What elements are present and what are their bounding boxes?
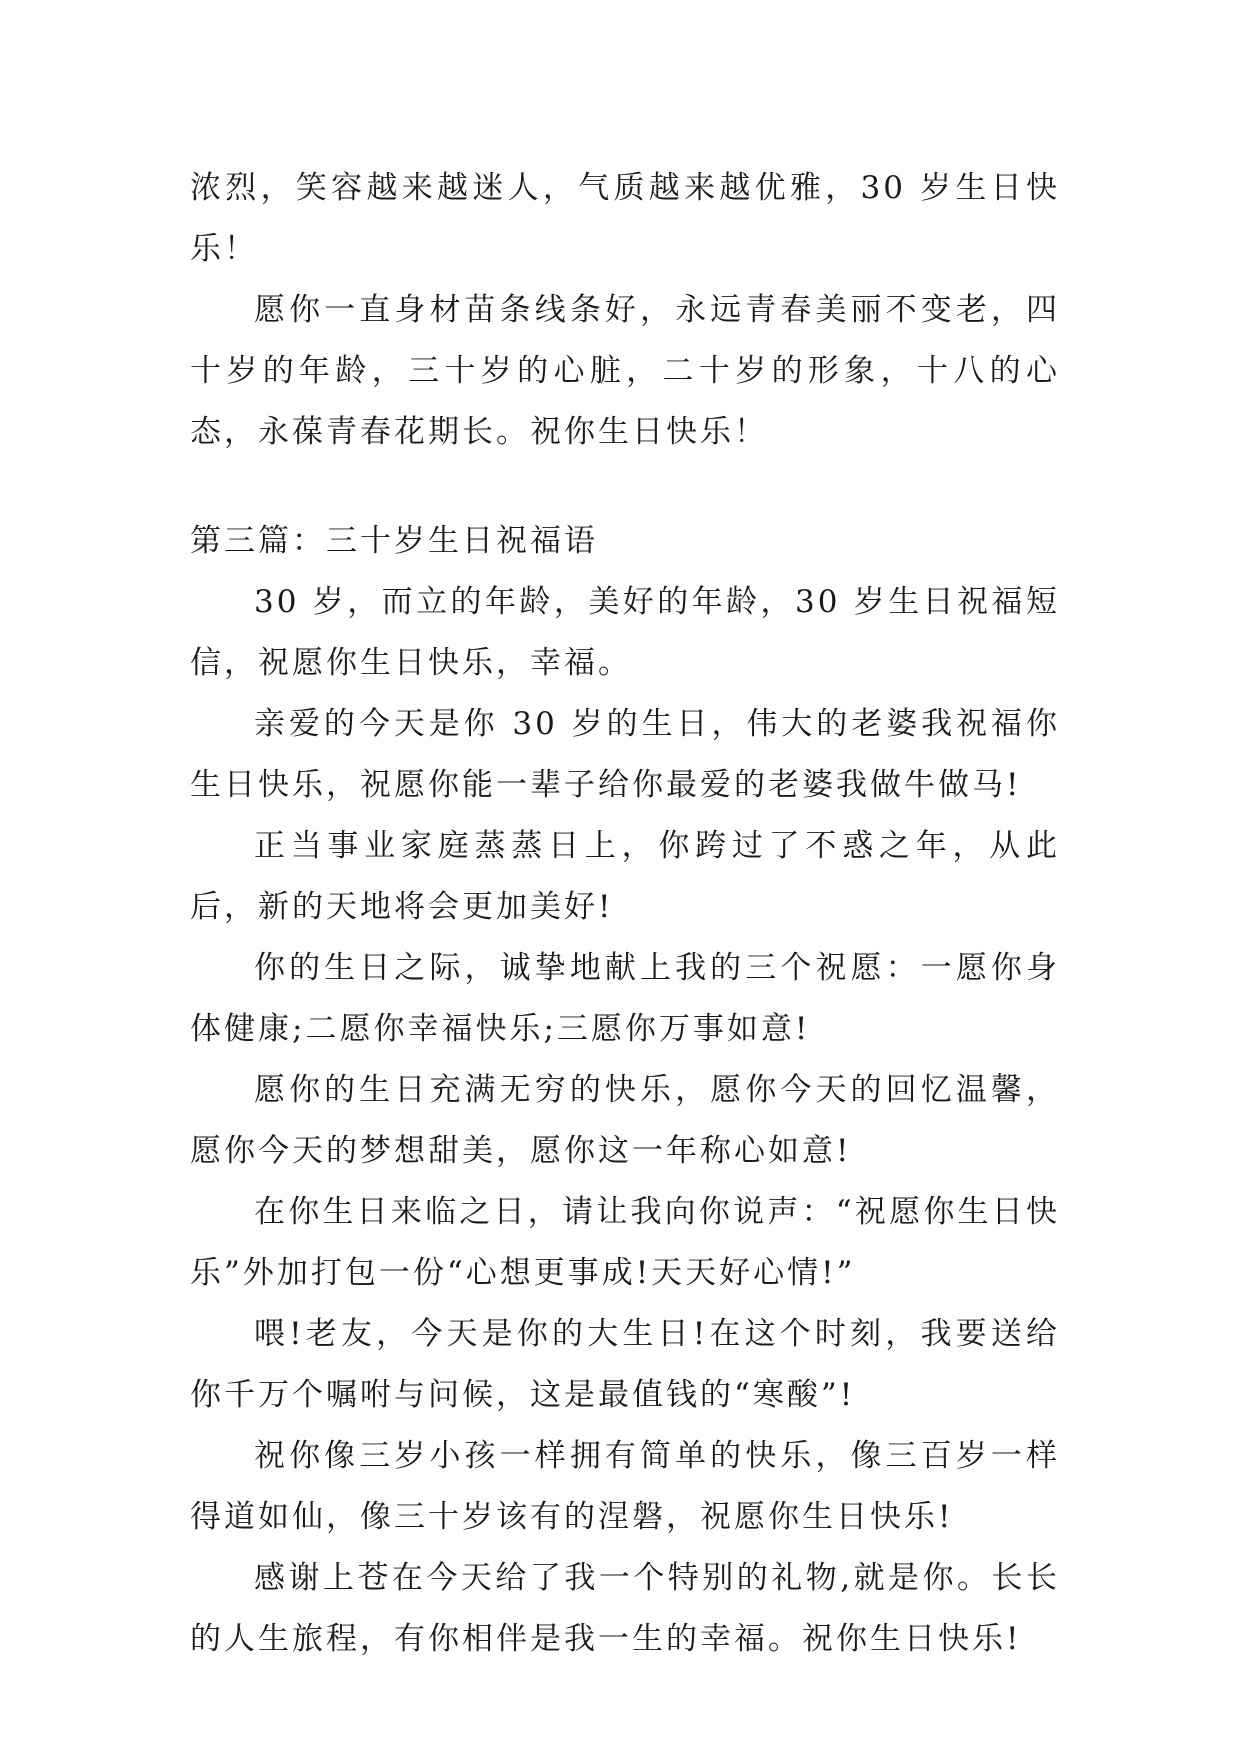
document-body: [190, 158, 1060, 1670]
paragraph-wish-youth: 愿你一直身材苗条线条好，永远青春美丽不变老，四十岁的年龄，三十岁的心脏，二十岁的形象，十八的心态，永葆青春花期长。祝你生日快乐！: [190, 292, 1060, 450]
paragraph-wish-1: 30 岁，而立的年龄，美好的年龄，30 岁生日祝福短信，祝愿你生日快乐，幸福。: [190, 584, 1060, 681]
paragraph-wish-7: 喂!老友，今天是你的大生日!在这个时刻，我要送给你千万个嘱咐与问候，这是最值钱的“寒酸”!: [190, 1316, 1060, 1413]
paragraph-wish-6: 在你生日来临之日，请让我向你说声：“祝愿你生日快乐”外加打包一份“心想更事成!天天好心情!”: [190, 1194, 1060, 1291]
section-heading: 第三篇：三十岁生日祝福语: [190, 523, 598, 559]
paragraph-wish-4: 你的生日之际，诚挚地献上我的三个祝愿：一愿你身体健康;二愿你幸福快乐;三愿你万事如意!: [190, 950, 1060, 1047]
paragraph-wish-3: 正当事业家庭蒸蒸日上，你跨过了不惑之年，从此后，新的天地将会更加美好!: [190, 828, 1060, 925]
paragraph-wish-2: 亲爱的今天是你 30 岁的生日，伟大的老婆我祝福你生日快乐，祝愿你能一辈子给你最爱的老婆我做牛做马!: [190, 706, 1060, 803]
paragraph-continuation: 浓烈，笑容越来越迷人，气质越来越优雅，30 岁生日快乐！: [190, 170, 1060, 267]
paragraph-wish-5: 愿你的生日充满无穷的快乐，愿你今天的回忆温馨，愿你今天的梦想甜美，愿你这一年称心如意!: [190, 1072, 1060, 1169]
paragraph-wish-8: 祝你像三岁小孩一样拥有简单的快乐，像三百岁一样得道如仙，像三十岁该有的涅磐，祝愿你生日快乐!: [190, 1438, 1060, 1535]
paragraph-wish-9: 感谢上苍在今天给了我一个特别的礼物,就是你。长长的人生旅程，有你相伴是我一生的幸福。祝你生日快乐!: [190, 1560, 1060, 1657]
